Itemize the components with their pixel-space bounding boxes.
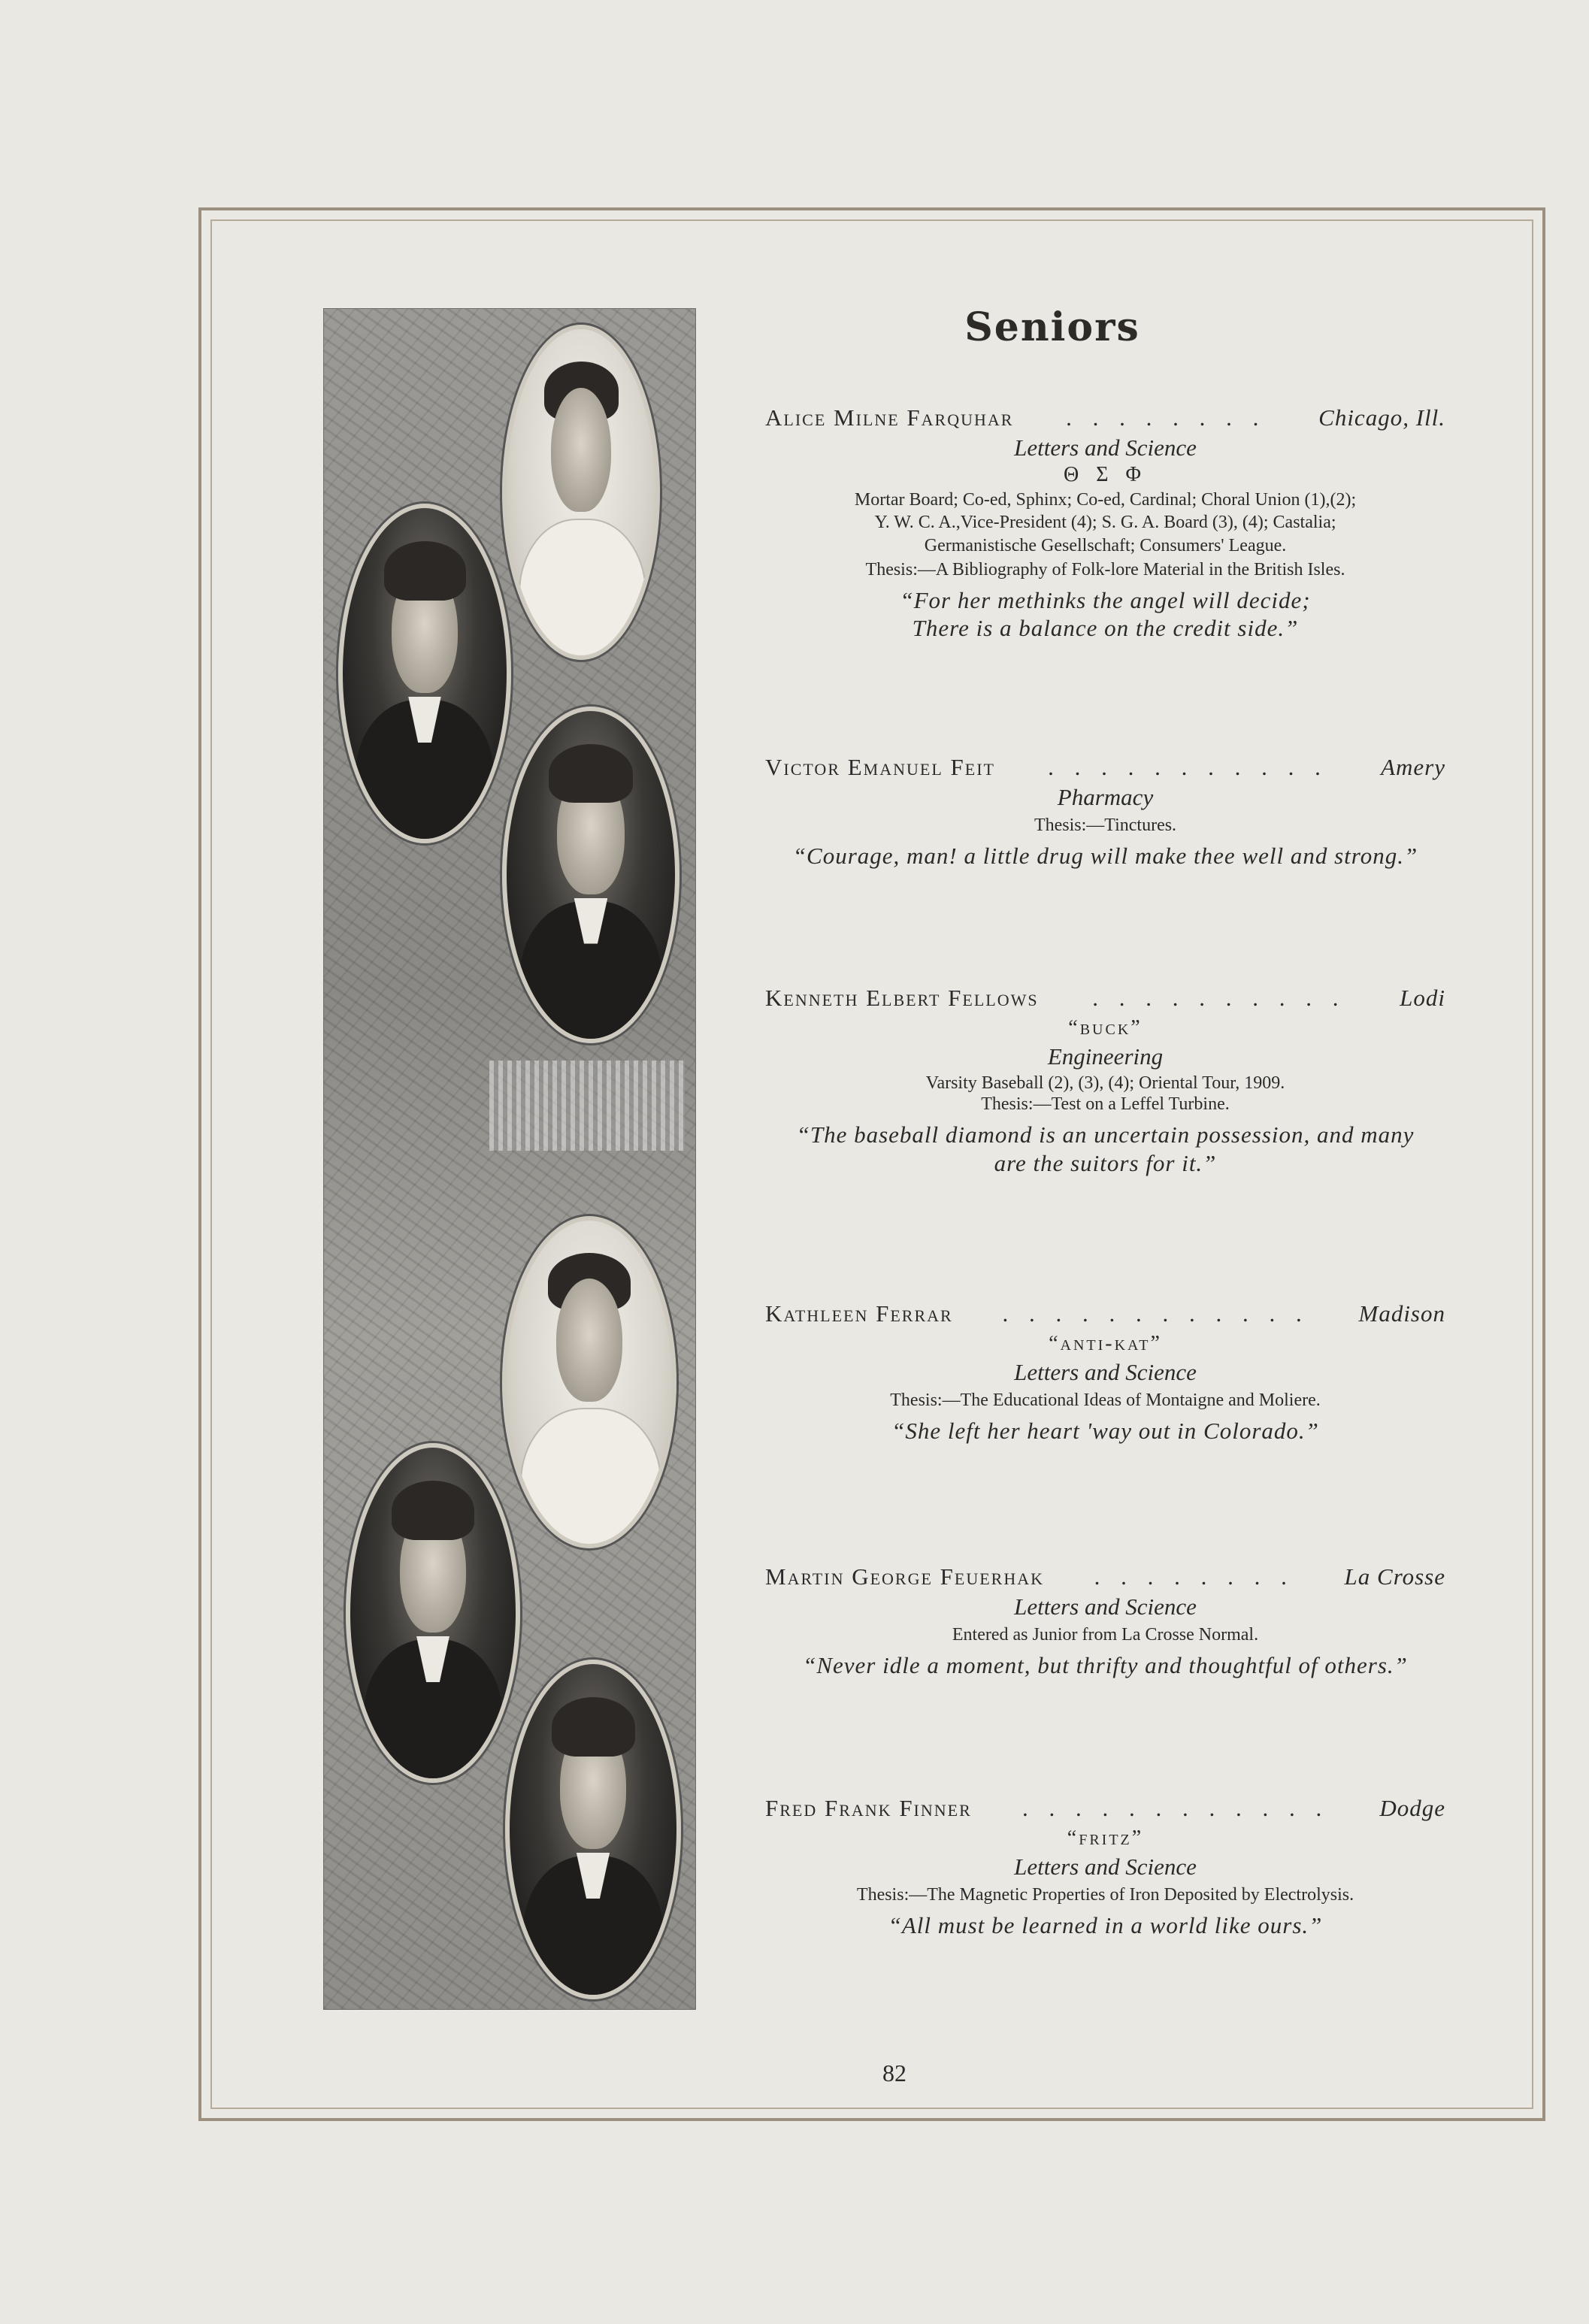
student-name: Kenneth Elbert Fellows <box>765 985 1039 1011</box>
portrait-fellows <box>502 707 679 1043</box>
page-heading: Seniors <box>964 304 1140 350</box>
thesis: Thesis:—A Bibliography of Folk-lore Material in the British Isles. <box>865 560 1345 580</box>
thesis: Thesis:—Tinctures. <box>1034 816 1177 835</box>
thesis: Thesis:—Test on a Leffel Turbine. <box>981 1094 1230 1115</box>
entry-fellows <box>765 985 1445 1177</box>
hometown: Dodge <box>1379 1795 1445 1821</box>
thesis: Thesis:—The Educational Ideas of Montaigne and Moliere. <box>890 1390 1321 1410</box>
student-name: Martin George Feuerhak <box>765 1563 1045 1590</box>
student-name: Alice Milne Farquhar <box>765 404 1014 431</box>
nickname: “fritz” <box>1067 1826 1144 1850</box>
course: Letters and Science <box>1014 1593 1197 1620</box>
leader-dots: . . . . . . . . <box>1094 1563 1294 1590</box>
quote-line: “She left her heart 'way out in Colorado.” <box>891 1418 1319 1444</box>
course: Letters and Science <box>1014 434 1197 461</box>
entry-feit <box>765 754 1445 870</box>
quote-line: “Never idle a moment, but thrifty and thoughtful of others.” <box>803 1652 1408 1678</box>
course: Letters and Science <box>1014 1853 1197 1880</box>
leader-dots: . . . . . . . . . . . . <box>1021 1795 1330 1821</box>
entry-note: Entered as Junior from La Crosse Normal. <box>952 1625 1259 1645</box>
quote-line: “Courage, man! a little drug will make thee well and strong.” <box>792 843 1418 869</box>
quote-line: are the suitors for it.” <box>994 1149 1217 1176</box>
hometown: Chicago, Ill. <box>1318 404 1445 431</box>
hometown: Amery <box>1381 754 1445 780</box>
entry-feuerhak <box>765 1563 1445 1679</box>
entry-farquhar <box>765 404 1445 643</box>
hometown: La Crosse <box>1344 1563 1445 1590</box>
portrait-feuerhak <box>346 1443 520 1783</box>
course: Pharmacy <box>1057 784 1154 810</box>
portrait-ferrar <box>502 1216 676 1548</box>
nickname: “anti-kat” <box>1049 1332 1162 1355</box>
activities-line: Mortar Board; Co-ed, Sphinx; Co-ed, Cardinal; Choral Union (1),(2); <box>854 490 1357 510</box>
student-name: Kathleen Ferrar <box>765 1300 953 1327</box>
leader-dots: . . . . . . . . . . . <box>1048 754 1328 780</box>
hometown: Lodi <box>1400 985 1445 1011</box>
quote-line: There is a balance on the credit side.” <box>912 615 1299 642</box>
leader-dots: . . . . . . . . . . . . <box>1002 1300 1309 1327</box>
quote-line: “The baseball diamond is an uncertain possession, and many <box>796 1121 1415 1148</box>
portrait-farquhar <box>502 325 660 660</box>
course: Letters and Science <box>1014 1359 1197 1385</box>
decorative-building <box>489 1061 685 1151</box>
portrait-finner <box>505 1660 681 1999</box>
thesis: Thesis:—The Magnetic Properties of Iron Deposited by Electrolysis. <box>856 1885 1354 1905</box>
quote-line: “For her methinks the angel will decide; <box>900 587 1311 614</box>
nickname: “buck” <box>1068 1016 1143 1039</box>
quote-line: “All must be learned in a world like ours.” <box>888 1912 1323 1938</box>
leader-dots: . . . . . . . . . . <box>1092 985 1346 1011</box>
activities-line: Germanistische Gesellschaft; Consumers' League. <box>924 535 1287 555</box>
fraternity-letters: Θ Σ Φ <box>1064 463 1147 486</box>
hometown: Madison <box>1358 1300 1445 1327</box>
entry-ferrar <box>765 1300 1445 1445</box>
portrait-feit <box>338 504 511 843</box>
student-name: Fred Frank Finner <box>765 1795 972 1821</box>
activities-line: Y. W. C. A.,Vice-President (4); S. G. A. Board (3), (4); Castalia; <box>874 513 1336 533</box>
leader-dots: . . . . . . . . <box>1066 404 1267 431</box>
activities-line: Varsity Baseball (2), (3), (4); Oriental Tour, 1909. <box>925 1073 1285 1093</box>
page-number: 82 <box>882 2059 906 2086</box>
course: Engineering <box>1047 1043 1164 1070</box>
student-name: Victor Emanuel Feit <box>765 754 995 780</box>
entry-finner <box>765 1795 1445 1939</box>
